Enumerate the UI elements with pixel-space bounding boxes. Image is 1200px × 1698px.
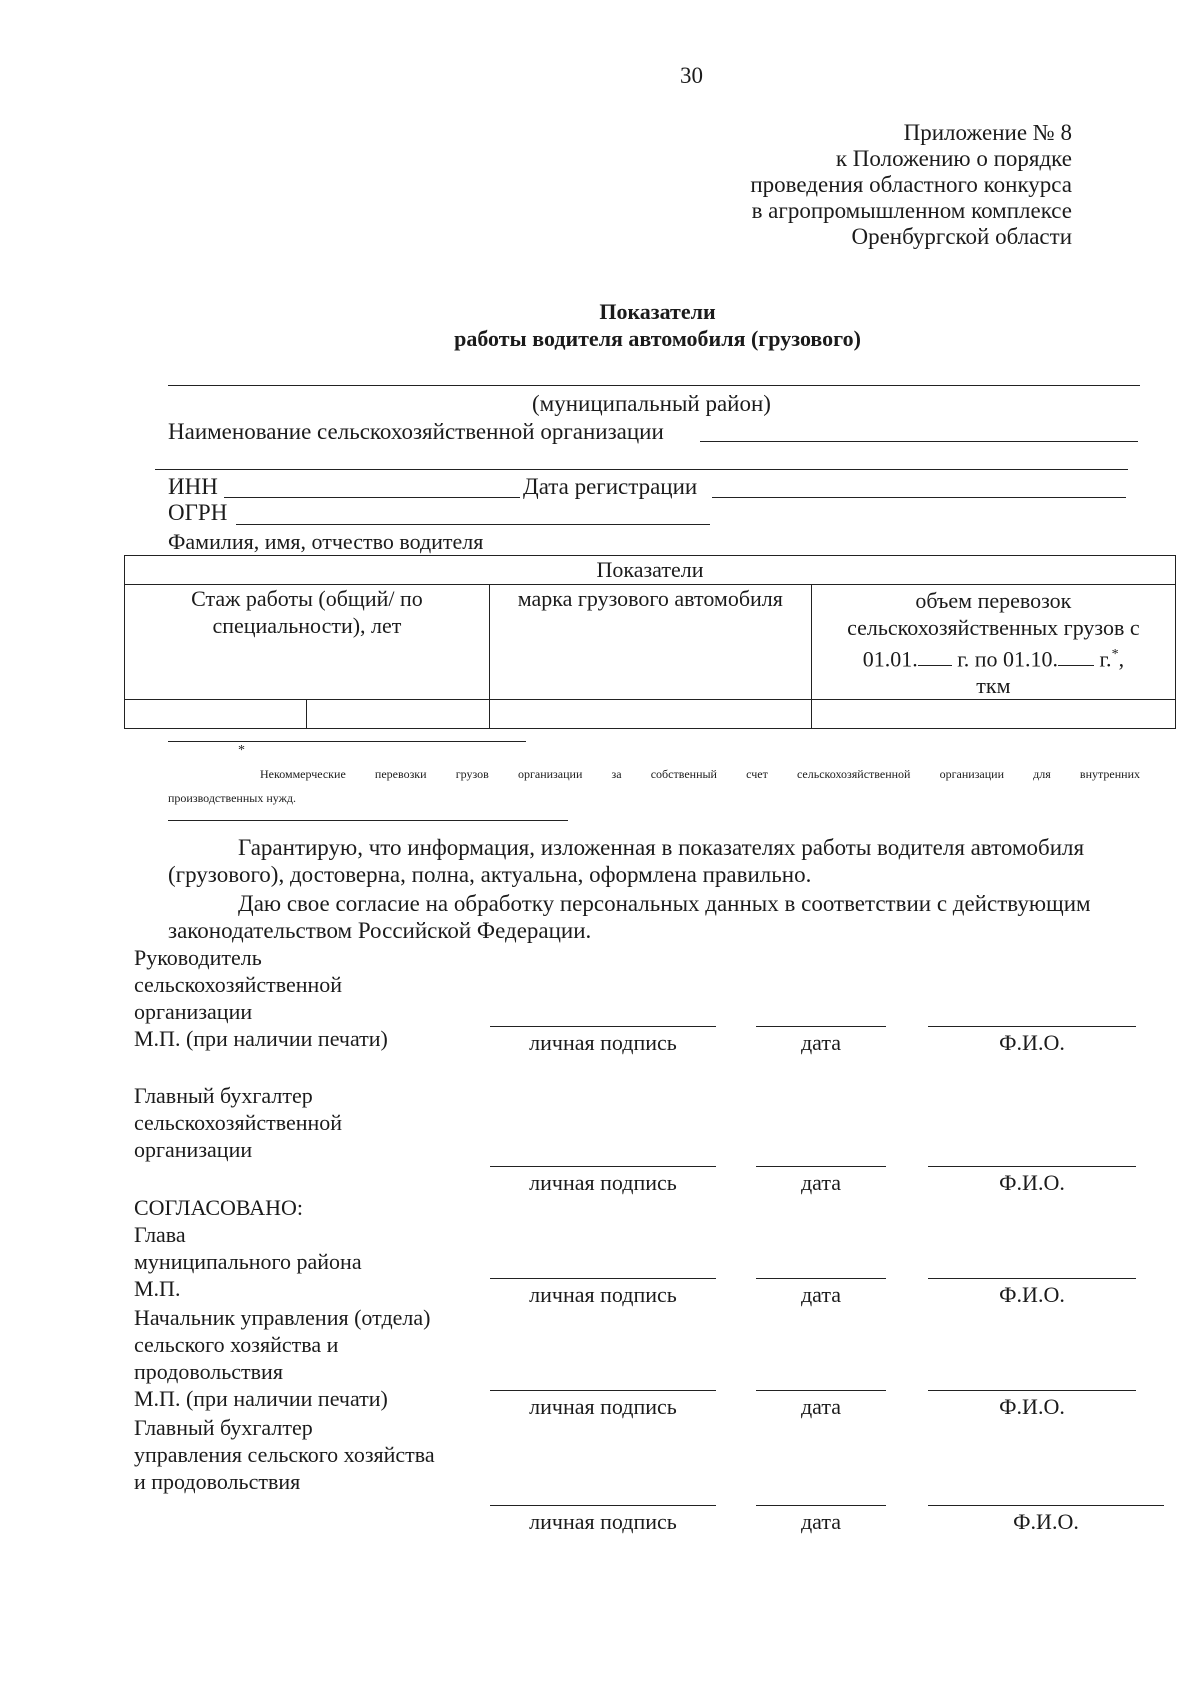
reg-date-label: Дата регистрации [523, 474, 698, 499]
ogrn-label: ОГРН [168, 500, 228, 525]
head-fio-caption: Ф.И.О. [999, 1030, 1065, 1055]
district-date-caption: дата [800, 1282, 842, 1307]
dept-date-caption: дата [800, 1394, 842, 1419]
declaration-p1-l1: Гарантирую, что информация, изложенная в показателях работы водителя автомобиля [238, 835, 1085, 860]
appendix-line: к Положению о порядке [835, 146, 1072, 171]
accountant-fio-line[interactable] [928, 1166, 1136, 1167]
declaration-p1-l2: (грузового), достоверна, полна, актуальна, оформлена правильно. [168, 862, 812, 887]
footnote-text-1: Некоммерческие перевозки грузов организации за собственный счет сельскохозяйственной организации для внутренних [260, 767, 1140, 781]
cell-total-exp[interactable] [125, 700, 307, 729]
head-block [134, 944, 388, 1052]
district-fio-caption: Ф.И.О. [999, 1282, 1065, 1307]
district-signature-line[interactable] [490, 1278, 716, 1279]
org-name-field-2 [155, 469, 1128, 470]
org-name-label: Наименование сельскохозяйственной организации [168, 419, 664, 444]
accountant-fio-caption: Ф.И.О. [999, 1170, 1065, 1195]
page-subtitle: работы водителя автомобиля (грузового) [454, 326, 861, 351]
col-truck-brand [489, 585, 811, 700]
head-signature-caption: личная подпись [529, 1030, 677, 1055]
accountant-date-line[interactable] [756, 1166, 886, 1167]
dept-date-line[interactable] [756, 1390, 886, 1391]
dept-accountant-l3: и продовольствия [134, 1469, 301, 1494]
footnote-text-2: производственных нужд. [168, 791, 296, 805]
head-title-l2: сельскохозяйственной [134, 972, 343, 997]
org-name-field [700, 441, 1138, 442]
dept-signature-line[interactable] [490, 1390, 716, 1391]
dept-fio-caption: Ф.И.О. [999, 1394, 1065, 1419]
head-signature-line[interactable] [490, 1026, 716, 1027]
dept-accountant-date-caption: дата [800, 1509, 842, 1534]
driver-name-label: Фамилия, имя, отчество водителя [168, 529, 484, 554]
district-head-stamp: М.П. [134, 1276, 181, 1301]
dept-signature-caption: личная подпись [529, 1394, 677, 1419]
col-volume-l1: объем перевозок [915, 588, 1072, 613]
dept-accountant-signature-caption: личная подпись [529, 1509, 677, 1534]
head-date-caption: дата [800, 1030, 842, 1055]
footnote-mark: * [238, 743, 245, 758]
dept-accountant-fio-line[interactable] [928, 1505, 1164, 1506]
appendix-line: Приложение № 8 [903, 120, 1072, 145]
accountant-signature-line[interactable] [490, 1166, 716, 1167]
dept-accountant-signature-line[interactable] [490, 1505, 716, 1506]
ogrn-field [236, 524, 710, 525]
head-stamp: М.П. (при наличии печати) [134, 1026, 388, 1051]
accountant-signature-caption: личная подпись [529, 1170, 677, 1195]
footnote-end-separator [168, 820, 568, 821]
footnote-separator [168, 741, 526, 742]
indicators-table [124, 555, 1176, 729]
declaration-p2-l2: законодательством Российской Федерации. [168, 918, 592, 943]
appendix-line: в агропромышленном комплексе [751, 198, 1072, 223]
col-volume-l4: ткм [976, 673, 1011, 699]
accountant-title-l1: Главный бухгалтер [134, 1083, 313, 1108]
district-signature-caption: личная подпись [529, 1282, 677, 1307]
table-header: Показатели [125, 556, 1176, 585]
appendix-block [750, 120, 1072, 250]
dept-head-l1: Начальник управления (отдела) [134, 1305, 431, 1330]
district-caption: (муниципальный район) [532, 391, 771, 416]
inn-label: ИНН [168, 474, 218, 499]
dept-accountant-fio-caption: Ф.И.О. [1013, 1509, 1079, 1534]
appendix-line: проведения областного конкурса [750, 172, 1072, 197]
col-volume [811, 585, 1175, 700]
dept-head-block [134, 1304, 430, 1412]
dept-accountant-l1: Главный бухгалтер [134, 1415, 313, 1440]
accountant-block [134, 1082, 342, 1163]
col-volume-l3: 01.01. г. по 01.10. г.*, [862, 646, 1125, 672]
district-head-l2: муниципального района [134, 1249, 362, 1274]
accountant-title-l3: организации [134, 1137, 253, 1162]
accountant-title-l2: сельскохозяйственной [134, 1110, 343, 1135]
head-fio-line[interactable] [928, 1026, 1136, 1027]
dept-head-l3: продовольствия [134, 1359, 283, 1384]
dept-accountant-date-line[interactable] [756, 1505, 886, 1506]
dept-accountant-l2: управления сельского хозяйства [134, 1442, 435, 1467]
col-experience [125, 585, 490, 700]
agreed-heading: СОГЛАСОВАНО: [134, 1195, 303, 1220]
cell-volume[interactable] [811, 700, 1175, 729]
district-head-l1: Глава [134, 1222, 186, 1247]
head-title-l3: организации [134, 999, 253, 1024]
col-experience-l1: Стаж работы (общий/ по [191, 586, 423, 611]
dept-head-l2: сельского хозяйства и [134, 1332, 339, 1357]
dept-head-stamp: М.П. (при наличии печати) [134, 1386, 388, 1411]
page-number: 30 [680, 63, 703, 88]
dept-accountant-block [134, 1414, 435, 1495]
district-date-line[interactable] [756, 1278, 886, 1279]
col-volume-l2: сельскохозяйственных грузов с [847, 615, 1140, 640]
page-title: Показатели [599, 299, 716, 324]
cell-truck-brand[interactable] [489, 700, 811, 729]
accountant-date-caption: дата [800, 1170, 842, 1195]
appendix-line: Оренбургской области [851, 224, 1072, 249]
col-truck-brand-label: марка грузового автомобиля [517, 586, 783, 611]
declaration-p2-l1: Даю свое согласие на обработку персональных данных в соответствии с действующим [238, 891, 1091, 916]
inn-field [224, 497, 520, 498]
col-experience-l2: специальности), лет [212, 613, 402, 638]
district-fio-line[interactable] [928, 1278, 1136, 1279]
dept-fio-line[interactable] [928, 1390, 1136, 1391]
head-date-line[interactable] [756, 1026, 886, 1027]
district-underline [168, 385, 1140, 386]
cell-spec-exp[interactable] [307, 700, 489, 729]
district-head-block [134, 1221, 362, 1302]
head-title-l1: Руководитель [134, 945, 262, 970]
reg-date-field [712, 497, 1126, 498]
